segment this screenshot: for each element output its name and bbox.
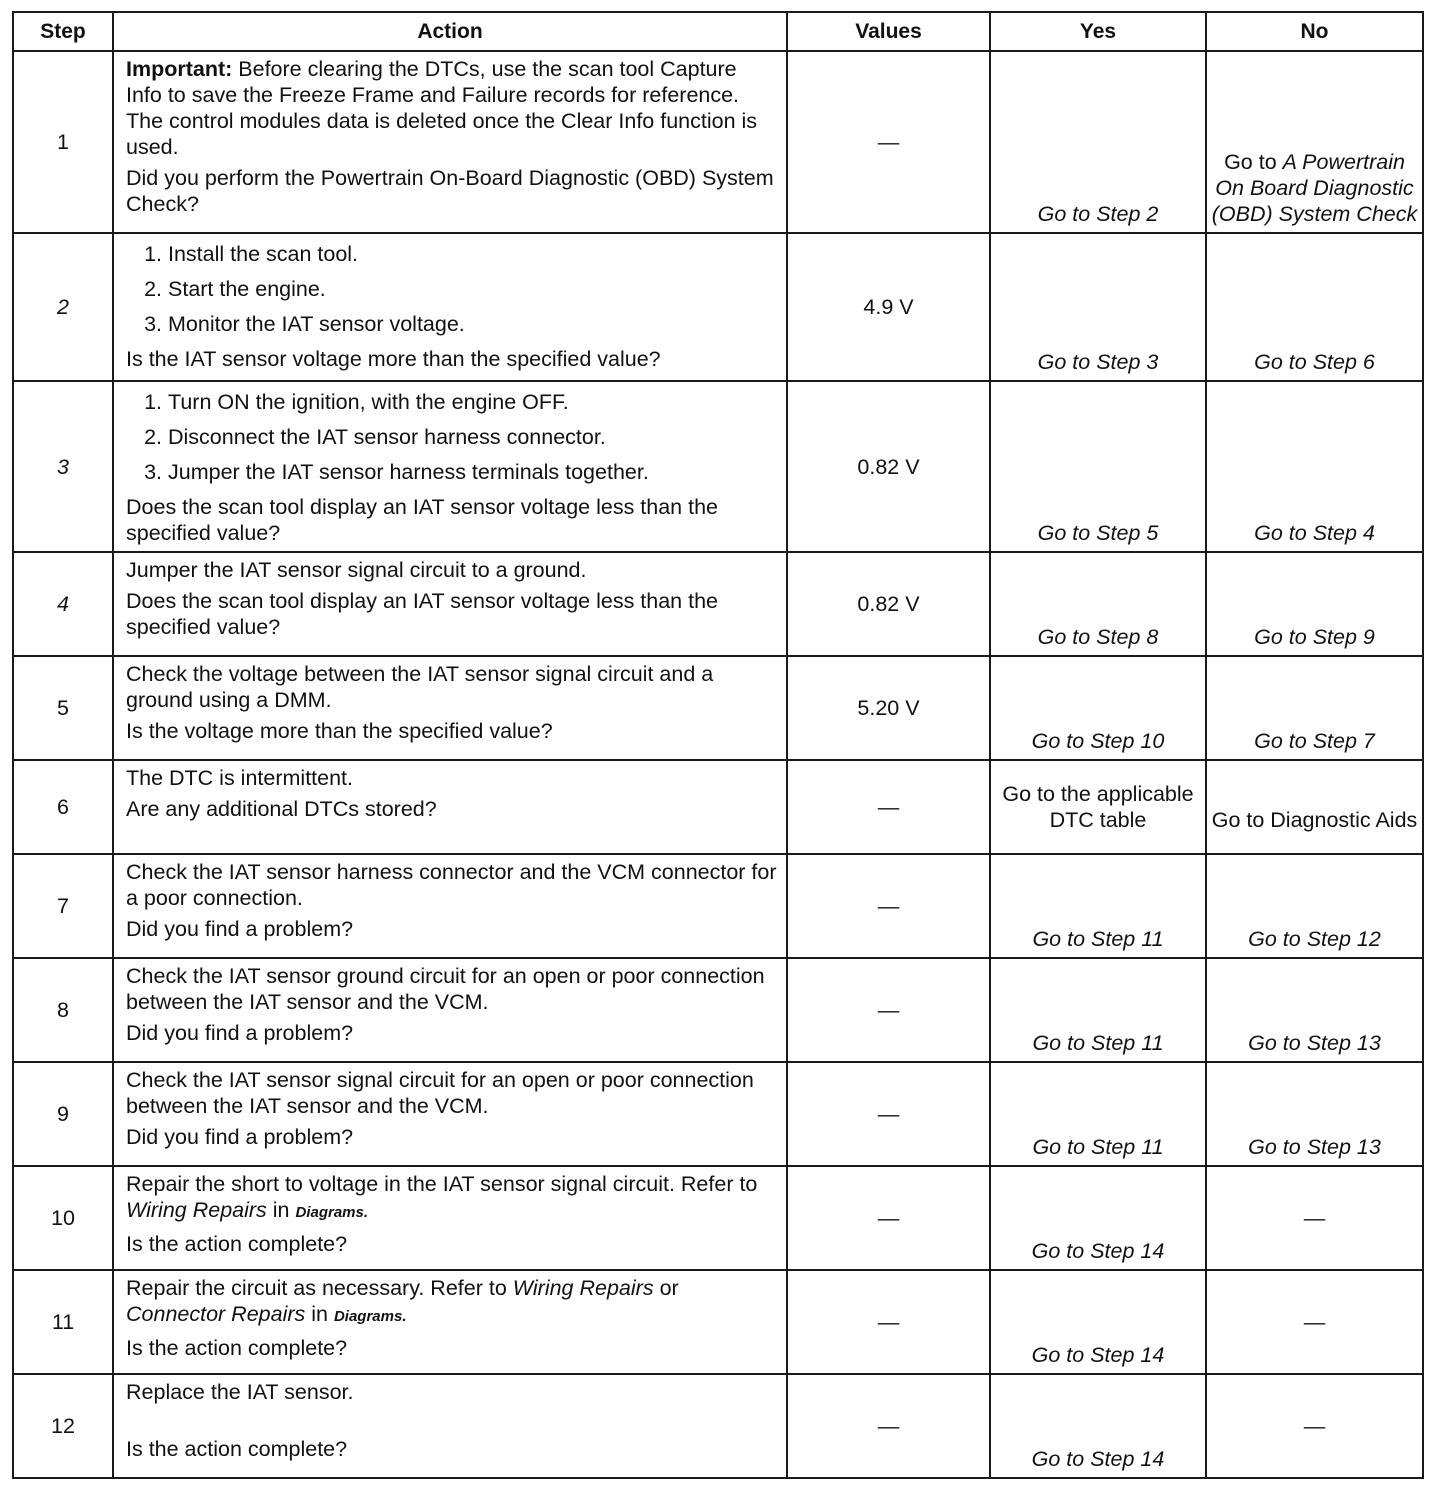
table-row [13, 51, 1423, 233]
wiring-repairs-link[interactable]: Wiring Repairs [126, 1198, 267, 1222]
header-action: Action [113, 12, 787, 51]
no-link[interactable]: Go to Step 12 [1248, 927, 1381, 951]
step-number: 8 [13, 958, 113, 1062]
action-cell [113, 381, 787, 552]
yes-cell [990, 760, 1206, 854]
yes-link[interactable]: Go to Step 14 [1031, 1239, 1165, 1263]
action-question: Is the voltage more than the specified value? [126, 719, 553, 743]
table-row [13, 233, 1423, 381]
step-number: 3 [13, 381, 113, 552]
substep-list [126, 389, 778, 485]
yes-link[interactable]: Go to Step 3 [1037, 350, 1159, 374]
value-cell: 5.20 V [787, 656, 990, 760]
no-link[interactable]: Go to Step 13 [1248, 1031, 1381, 1055]
diagrams-link[interactable]: Diagrams. [333, 1308, 407, 1325]
no-cell [1206, 854, 1423, 958]
wiring-repairs-link[interactable]: Wiring Repairs [512, 1276, 654, 1300]
step-number: 5 [13, 656, 113, 760]
no-cell [1206, 656, 1423, 760]
no-link[interactable]: Go to Step 7 [1254, 729, 1375, 753]
value-cell: — [787, 1374, 990, 1478]
action-question: Did you find a problem? [126, 1021, 354, 1045]
no-link[interactable]: Go to Step 4 [1254, 521, 1375, 545]
no-link[interactable]: Go to Step 6 [1254, 350, 1375, 374]
header-row [13, 12, 1423, 51]
no-cell [1206, 552, 1423, 656]
yes-link[interactable]: Go to Step 14 [1031, 1447, 1165, 1471]
table-row [13, 958, 1423, 1062]
substep-item: 2. Disconnect the IAT sensor harness connector. [168, 424, 778, 450]
action-text: Repair the short to voltage in the IAT sensor signal circuit. Refer to Wiring Repairs in Diagrams. [126, 1172, 758, 1222]
table-row [13, 854, 1423, 958]
no-link[interactable]: Go to Diagnostic Aids [1211, 808, 1418, 832]
table-row [13, 552, 1423, 656]
action-cell [113, 760, 787, 854]
header-values: Values [787, 12, 990, 51]
no-cell: — [1206, 1270, 1423, 1374]
yes-cell [990, 552, 1206, 656]
no-cell: — [1206, 1374, 1423, 1478]
yes-cell [990, 51, 1206, 233]
value-cell: — [787, 1270, 990, 1374]
value-cell: 0.82 V [787, 381, 990, 552]
yes-cell [990, 381, 1206, 552]
yes-link[interactable]: Go to Step 8 [1037, 625, 1159, 649]
action-text: The DTC is intermittent. [126, 766, 353, 790]
action-cell [113, 233, 787, 381]
no-cell [1206, 760, 1423, 854]
step-number: 10 [13, 1166, 113, 1270]
action-cell [113, 1166, 787, 1270]
table-row [13, 1062, 1423, 1166]
action-question: Is the action complete? [126, 1232, 348, 1256]
action-cell [113, 552, 787, 656]
value-cell: — [787, 1166, 990, 1270]
action-cell [113, 656, 787, 760]
table-row [13, 760, 1423, 854]
action-cell [113, 958, 787, 1062]
connector-repairs-link[interactable]: Connector Repairs [126, 1302, 306, 1326]
action-text: Check the IAT sensor harness connector and the VCM connector for a poor connection. [126, 860, 777, 910]
action-question: Are any additional DTCs stored? [126, 797, 437, 821]
action-cell [113, 1062, 787, 1166]
table-row [13, 656, 1423, 760]
table-row [13, 381, 1423, 552]
no-cell [1206, 381, 1423, 552]
action-text: Replace the IAT sensor. [126, 1380, 354, 1404]
substep-item: 3. Monitor the IAT sensor voltage. [168, 311, 778, 337]
step-number: 2 [13, 233, 113, 381]
action-cell [113, 854, 787, 958]
action-question: Is the IAT sensor voltage more than the specified value? [126, 347, 661, 371]
substep-item: 2. Start the engine. [168, 276, 778, 302]
action-cell [113, 1270, 787, 1374]
yes-cell [990, 656, 1206, 760]
action-question: Is the action complete? [126, 1437, 348, 1461]
action-cell [113, 1374, 787, 1478]
action-question: Does the scan tool display an IAT sensor voltage less than the specified value? [126, 495, 718, 545]
yes-cell [990, 854, 1206, 958]
yes-cell [990, 1062, 1206, 1166]
action-question: Did you perform the Powertrain On-Board Diagnostic (OBD) System Check? [126, 166, 774, 216]
substep-item: 1. Turn ON the ignition, with the engine OFF. [168, 389, 778, 415]
no-cell [1206, 958, 1423, 1062]
value-cell: — [787, 51, 990, 233]
yes-link[interactable]: Go to the applicable DTC table [1002, 782, 1194, 832]
substep-item: 3. Jumper the IAT sensor harness terminals together. [168, 459, 778, 485]
header-yes: Yes [990, 12, 1206, 51]
action-cell [113, 51, 787, 233]
table-row [13, 1166, 1423, 1270]
header-step: Step [13, 12, 113, 51]
action-text: Repair the circuit as necessary. Refer to Wiring Repairs or Connector Repairs in Diagrams. [126, 1276, 679, 1326]
action-text: Check the IAT sensor signal circuit for an open or poor connection between the IAT sensor and the VCM. [126, 1068, 754, 1118]
action-text: Check the voltage between the IAT sensor signal circuit and a ground using a DMM. [126, 662, 714, 712]
no-cell [1206, 1062, 1423, 1166]
yes-cell [990, 958, 1206, 1062]
yes-link[interactable]: Go to Step 11 [1032, 1135, 1164, 1159]
value-cell: — [787, 760, 990, 854]
yes-link[interactable]: Go to Step 14 [1031, 1343, 1165, 1367]
step-number: 6 [13, 760, 113, 854]
action-question: Did you find a problem? [126, 1125, 354, 1149]
important-note: Important: Before clearing the DTCs, use the scan tool Capture Info to save the Freeze Frame and Failure records for reference. The control modules data is deleted once the Clear Info function is used. [126, 57, 758, 159]
action-text: Jumper the IAT sensor signal circuit to a ground. [126, 558, 587, 582]
step-number: 11 [13, 1270, 113, 1374]
substep-item: 1. Install the scan tool. [168, 241, 778, 267]
action-question: Does the scan tool display an IAT sensor voltage less than the specified value? [126, 589, 718, 639]
no-link[interactable]: Go to Step 13 [1248, 1135, 1381, 1159]
diagrams-link[interactable]: Diagrams. [295, 1204, 369, 1221]
no-link[interactable]: Go to Step 9 [1254, 625, 1375, 649]
step-number: 12 [13, 1374, 113, 1478]
action-text: Check the IAT sensor ground circuit for an open or poor connection between the IAT sensor and the VCM. [126, 964, 765, 1014]
yes-link[interactable]: Go to Step 11 [1032, 927, 1164, 951]
step-number: 4 [13, 552, 113, 656]
substep-list [126, 241, 778, 337]
no-cell: — [1206, 1166, 1423, 1270]
value-cell: — [787, 1062, 990, 1166]
step-number: 7 [13, 854, 113, 958]
table-row [13, 1374, 1423, 1478]
yes-cell [990, 233, 1206, 381]
table-row [13, 1270, 1423, 1374]
yes-link[interactable]: Go to Step 2 [1037, 202, 1159, 226]
value-cell: 0.82 V [787, 552, 990, 656]
step-number: 9 [13, 1062, 113, 1166]
yes-link[interactable]: Go to Step 10 [1031, 729, 1165, 753]
no-cell [1206, 51, 1423, 233]
yes-cell [990, 1374, 1206, 1478]
yes-link[interactable]: Go to Step 11 [1032, 1031, 1164, 1055]
no-link[interactable]: A Powertrain On Board Diagnostic (OBD) System Check [1211, 150, 1418, 226]
yes-cell [990, 1166, 1206, 1270]
header-no: No [1206, 12, 1423, 51]
value-cell: — [787, 854, 990, 958]
step-number: 1 [13, 51, 113, 233]
no-prefix: Go to [1224, 150, 1277, 174]
action-question: Is the action complete? [126, 1336, 348, 1360]
value-cell: 4.9 V [787, 233, 990, 381]
diagnostic-table [12, 11, 1424, 1479]
yes-cell [990, 1270, 1206, 1374]
value-cell: — [787, 958, 990, 1062]
action-question: Did you find a problem? [126, 917, 354, 941]
yes-link[interactable]: Go to Step 5 [1037, 521, 1159, 545]
no-cell [1206, 233, 1423, 381]
